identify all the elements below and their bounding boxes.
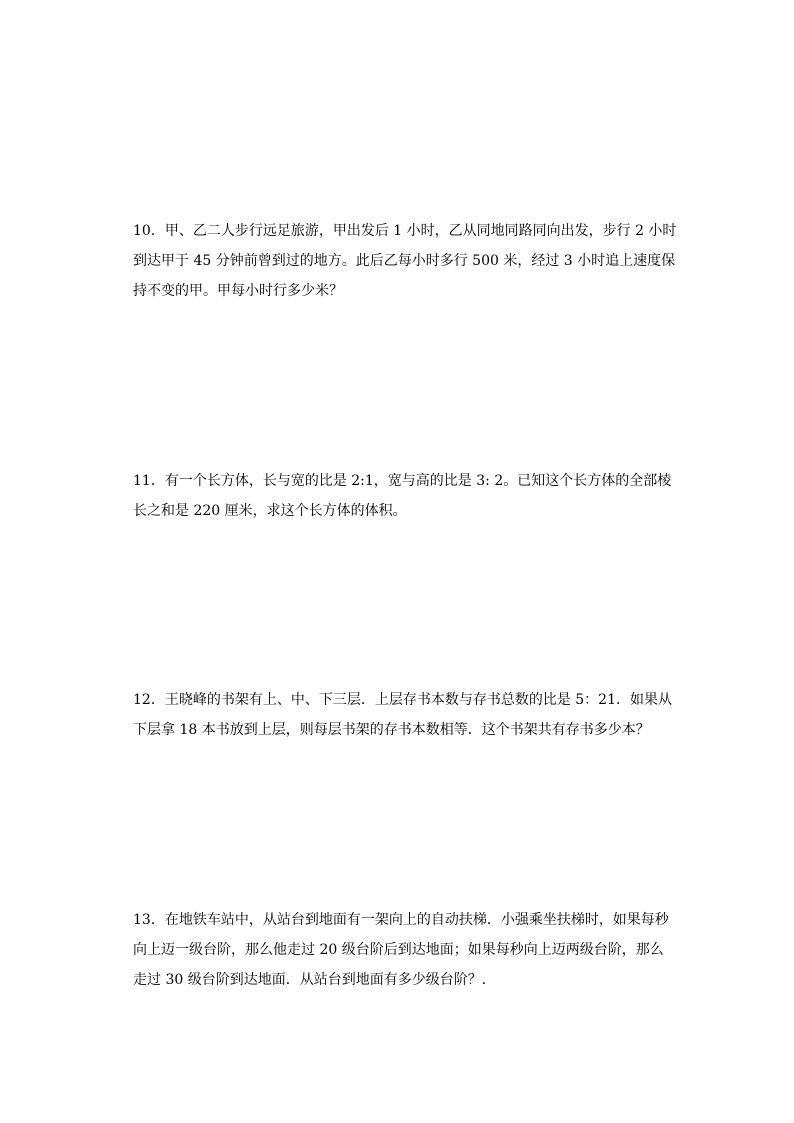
question-text-line: 走过 30 级台阶到达地面．从站台到地面有多少级台阶？． [133, 972, 496, 988]
question-11 [133, 466, 673, 526]
question-text-line: 持不变的甲。甲每小时行多少米？ [133, 283, 343, 299]
question-12 [133, 685, 673, 745]
question-text-line: 到达甲于 45 分钟前曾到过的地方。此后乙每小时多行 500 米，经过 3 小时追上速度保 [133, 253, 676, 269]
question-10 [133, 216, 677, 306]
question-text-line: 长之和是 220 厘米，求这个长方体的体积。 [133, 503, 407, 519]
question-text-line: 13．在地铁车站中，从站台到地面有一架向上的自动扶梯．小强乘坐扶梯时，如果每秒 [133, 912, 669, 928]
question-text-line: 12．王晓峰的书架有上、中、下三层．上层存书本数与存书总数的比是 5：21．如果从 [133, 692, 672, 708]
question-text-line: 下层拿 18 本书放到上层，则每层书架的存书本数相等．这个书架共有存书多少本？ [133, 722, 650, 738]
question-text-line: 10．甲、乙二人步行远足旅游，甲出发后 1 小时，乙从同地同路同向出发，步行 2 小时 [133, 223, 677, 239]
question-text-line: 11．有一个长方体，长与宽的比是 2:1，宽与高的比是 3: 2。已知这个长方体的全部棱 [133, 473, 672, 489]
question-text-line: 向上迈一级台阶，那么他走过 20 级台阶后到达地面；如果每秒向上迈两级台阶，那么 [133, 942, 664, 958]
question-13 [133, 905, 673, 995]
